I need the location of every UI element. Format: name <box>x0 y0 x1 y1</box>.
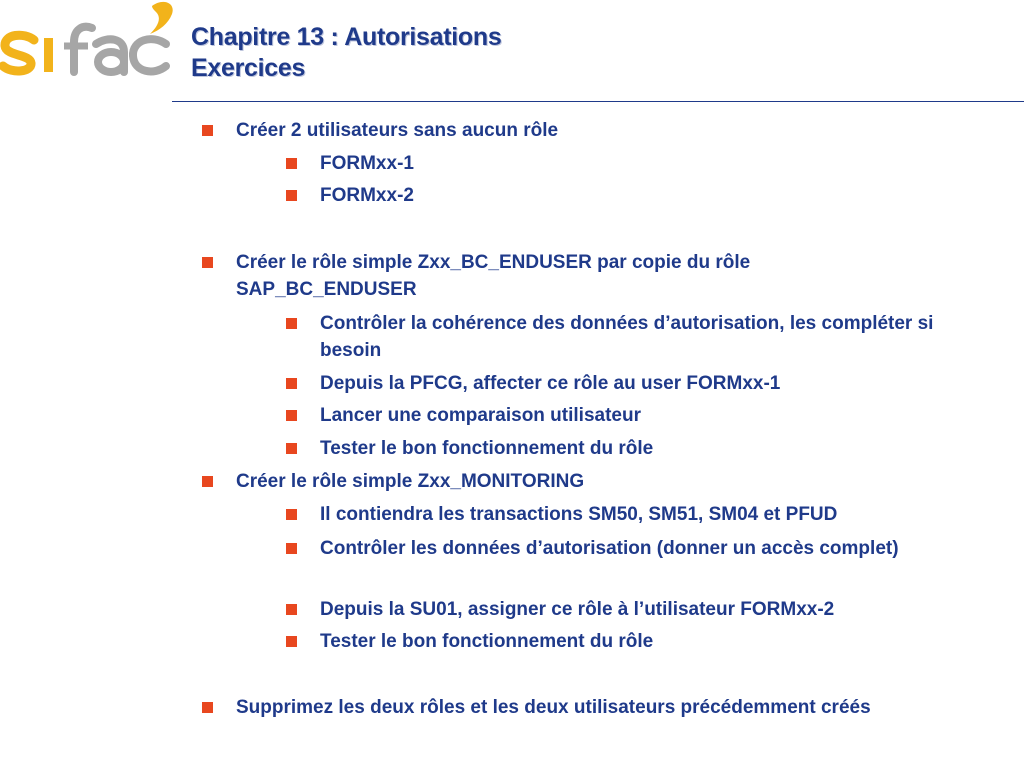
sub-bullet-item <box>320 596 980 623</box>
title-line-chapter: Chapitre 13 : Autorisations <box>191 23 502 51</box>
sub-bullet-item <box>320 370 960 397</box>
bullet-text: Contrôler la cohérence des données d’autorisation, les compléter si besoin <box>320 313 934 361</box>
square-bullet-icon <box>286 158 297 169</box>
square-bullet-icon <box>286 543 297 554</box>
square-bullet-icon <box>286 604 297 615</box>
bullet-text: Créer 2 utilisateurs sans aucun rôle <box>236 120 559 141</box>
square-bullet-icon <box>202 702 213 713</box>
bullet-text: Tester le bon fonctionnement du rôle <box>320 631 654 652</box>
bullet-text: Lancer une comparaison utilisateur <box>320 405 641 426</box>
bullet-text: FORMxx-1 <box>320 153 414 174</box>
bullet-text: Supprimez les deux rôles et les deux utilisateurs précédemment créés <box>236 697 871 718</box>
bullet-item <box>236 249 896 303</box>
square-bullet-icon <box>202 257 213 268</box>
bullet-text: Depuis la PFCG, affecter ce rôle au user FORMxx-1 <box>320 373 781 394</box>
bullet-text: Tester le bon fonctionnement du rôle <box>320 438 654 459</box>
bullet-text: Contrôler les données d’autorisation (donner un accès complet) <box>320 538 899 559</box>
sub-bullet-item <box>320 535 930 562</box>
square-bullet-icon <box>202 125 213 136</box>
bullet-item <box>236 117 976 144</box>
sub-bullet-item <box>320 182 960 209</box>
square-bullet-icon <box>286 410 297 421</box>
sub-bullet-item <box>320 150 960 177</box>
square-bullet-icon <box>286 636 297 647</box>
sub-bullet-item <box>320 310 940 364</box>
square-bullet-icon <box>286 378 297 389</box>
bullet-text: Il contiendra les transactions SM50, SM51, SM04 et PFUD <box>320 504 838 525</box>
bullet-item <box>236 694 956 721</box>
bullet-text: Créer le rôle simple Zxx_MONITORING <box>236 471 585 492</box>
sub-bullet-item <box>320 402 960 429</box>
sub-bullet-item <box>320 501 980 528</box>
square-bullet-icon <box>202 476 213 487</box>
bullet-text: Depuis la SU01, assigner ce rôle à l’utilisateur FORMxx-2 <box>320 599 835 620</box>
title-line-exercises: Exercices <box>191 54 306 82</box>
bullet-text: FORMxx-2 <box>320 185 414 206</box>
bullet-item <box>236 468 976 495</box>
sub-bullet-item <box>320 628 960 655</box>
bullet-text: Créer le rôle simple Zxx_BC_ENDUSER par copie du rôle SAP_BC_ENDUSER <box>236 252 751 300</box>
square-bullet-icon <box>286 318 297 329</box>
square-bullet-icon <box>286 509 297 520</box>
square-bullet-icon <box>286 190 297 201</box>
sub-bullet-item <box>320 435 960 462</box>
square-bullet-icon <box>286 443 297 454</box>
